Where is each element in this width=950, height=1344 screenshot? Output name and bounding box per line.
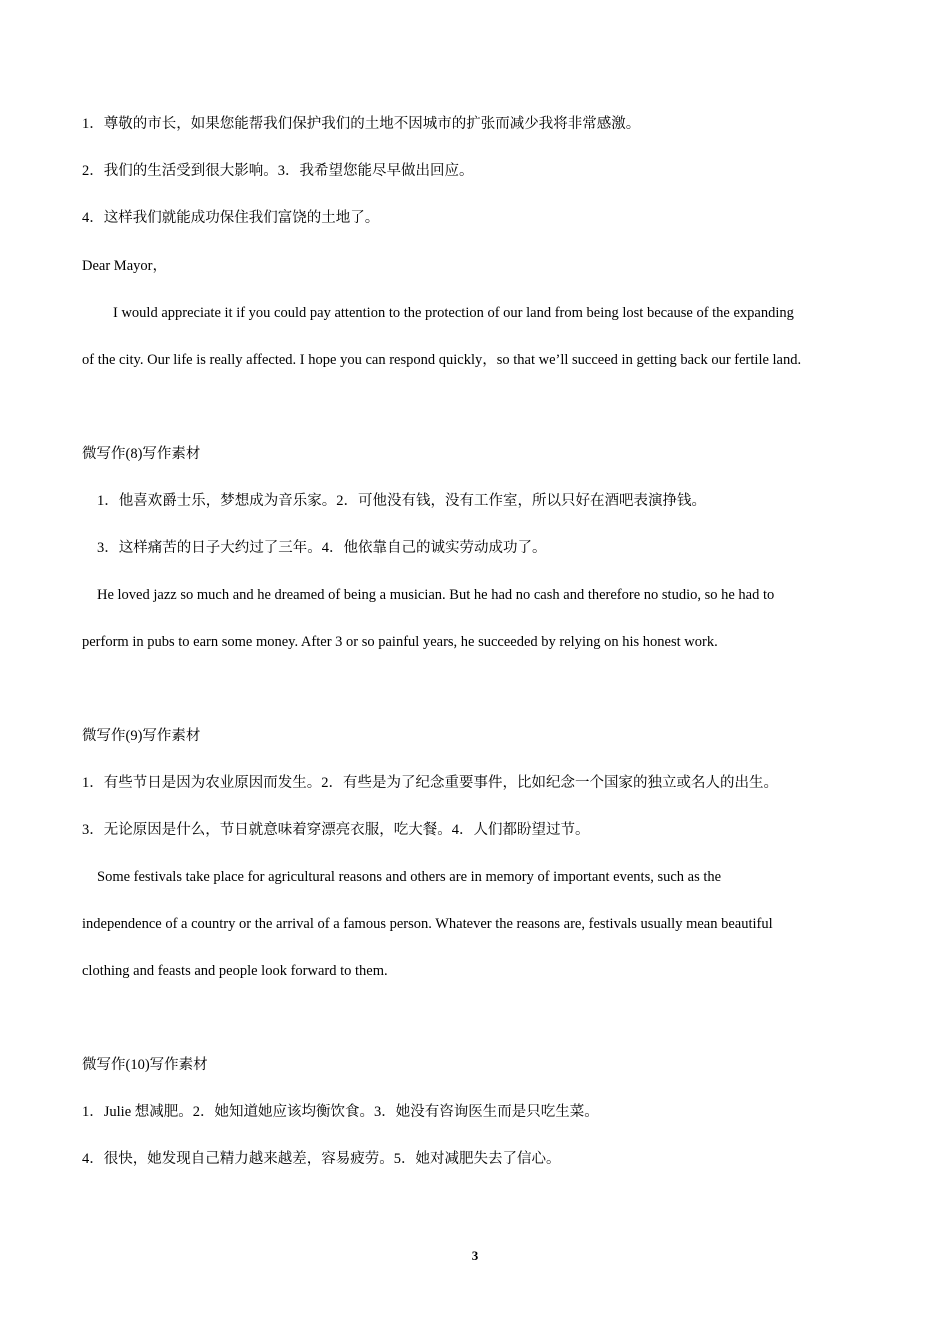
letter-salutation: Dear Mayor，	[82, 258, 167, 274]
cn-sentence-line: 1．有些节日是因为农业原因而发生。2．有些是为了纪念重要事件，比如纪念一个国家的独立或名人的出生。	[82, 775, 778, 791]
en-paragraph-line: clothing and feasts and people look forward to them.	[82, 963, 388, 979]
page-number: 3	[471, 1248, 479, 1263]
section-heading: 微写作(10)写作素材	[82, 1057, 208, 1073]
en-paragraph-line: perform in pubs to earn some money. After 3 or so painful years, he succeeded by relying on his honest work.	[82, 634, 718, 650]
cn-sentence-line: 2．我们的生活受到很大影响。3．我希望您能尽早做出回应。	[82, 163, 474, 179]
en-paragraph-line: independence of a country or the arrival of a famous person. Whatever the reasons are, festivals usually mean beautiful	[82, 916, 773, 932]
cn-sentence-line: 1．尊敬的市长，如果您能帮我们保护我们的土地不因城市的扩张而减少我将非常感激。	[82, 116, 641, 132]
cn-sentence-line: 1．他喜欢爵士乐，梦想成为音乐家。2．可他没有钱，没有工作室，所以只好在酒吧表演挣钱。	[97, 493, 706, 509]
cn-sentence-line: 1．Julie 想减肥。2．她知道她应该均衡饮食。3．她没有咨询医生而是只吃生菜。	[82, 1104, 599, 1120]
en-paragraph-line: I would appreciate it if you could pay attention to the protection of our land from being lost because of the expanding	[113, 305, 794, 321]
section-heading: 微写作(8)写作素材	[82, 446, 201, 462]
en-paragraph-line: of the city. Our life is really affected. I hope you can respond quickly，so that we’ll succeed in getting back our fertile land.	[82, 352, 802, 368]
section-heading: 微写作(9)写作素材	[82, 728, 201, 744]
en-paragraph-line: He loved jazz so much and he dreamed of being a musician. But he had no cash and therefore no studio, so he had to	[97, 587, 775, 603]
cn-sentence-line: 4．很快，她发现自己精力越来越差，容易疲劳。5．她对减肥失去了信心。	[82, 1151, 561, 1167]
cn-sentence-line: 3．这样痛苦的日子大约过了三年。4．他依靠自己的诚实劳动成功了。	[97, 540, 547, 556]
cn-sentence-line: 3．无论原因是什么，节日就意味着穿漂亮衣服，吃大餐。4．人们都盼望过节。	[82, 822, 590, 838]
cn-sentence-line: 4．这样我们就能成功保住我们富饶的土地了。	[82, 210, 380, 226]
en-paragraph-line: Some festivals take place for agricultural reasons and others are in memory of important events, such as the	[97, 869, 722, 885]
